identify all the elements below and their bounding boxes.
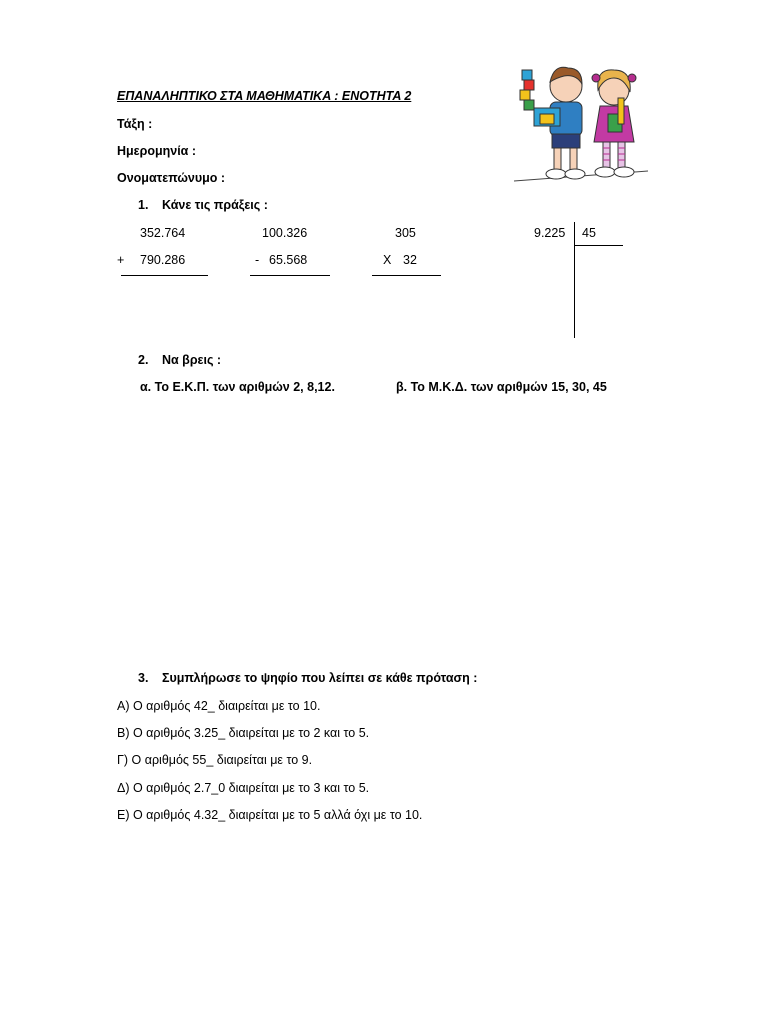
page-title: ΕΠΑΝΑΛΗΠΤΙΚΟ ΣΤΑ ΜΑΘΗΜΑΤΙΚΑ : ΕΝΟΤΗΤΑ 2 bbox=[117, 89, 412, 103]
subtraction-operator: - bbox=[255, 253, 260, 267]
q1-text: Κάνε τις πράξεις : bbox=[162, 198, 268, 212]
division-divisor: 45 bbox=[582, 226, 596, 240]
division-horizontal-line bbox=[574, 245, 623, 246]
q3-number: 3. bbox=[138, 671, 149, 685]
date-label: Ημερομηνία : bbox=[117, 144, 197, 158]
addition-line bbox=[121, 275, 208, 276]
q1-number: 1. bbox=[138, 198, 149, 212]
q3-text: Συμπλήρωσε το ψηφίο που λείπει σε κάθε πρόταση : bbox=[162, 671, 478, 685]
class-label: Τάξη : bbox=[117, 117, 153, 131]
addition-top: 352.764 bbox=[140, 226, 186, 240]
q2-part-b: β. Το Μ.Κ.Δ. των αριθμών 15, 30, 45 bbox=[396, 380, 607, 394]
addition-operator: + bbox=[117, 253, 125, 267]
q3-item-b: Β) Ο αριθμός 3.25_ διαιρείται με το 2 και το 5. bbox=[117, 726, 370, 740]
kids-with-books-icon bbox=[506, 56, 652, 202]
q2-number: 2. bbox=[138, 353, 149, 367]
division-dividend: 9.225 bbox=[534, 226, 566, 240]
q2-part-a: α. Το Ε.Κ.Π. των αριθμών 2, 8,12. bbox=[140, 380, 335, 394]
subtraction-bottom: 65.568 bbox=[269, 253, 308, 267]
q3-item-a: Α) Ο αριθμός 42_ διαιρείται με το 10. bbox=[117, 699, 321, 713]
subtraction-line bbox=[250, 275, 330, 276]
subtraction-top: 100.326 bbox=[262, 226, 308, 240]
q3-item-d: Δ) Ο αριθμός 2.7_0 διαιρείται με το 3 και το 5. bbox=[117, 781, 370, 795]
q3-item-e: Ε) Ο αριθμός 4.32_ διαιρείται με το 5 αλλά όχι με το 10. bbox=[117, 808, 423, 822]
division-vertical-line bbox=[574, 222, 575, 338]
multiplication-line bbox=[372, 275, 441, 276]
q2-text: Να βρεις : bbox=[162, 353, 222, 367]
multiplication-bottom: 32 bbox=[403, 253, 417, 267]
multiplication-operator: X bbox=[383, 253, 392, 267]
multiplication-top: 305 bbox=[395, 226, 416, 240]
addition-bottom: 790.286 bbox=[140, 253, 186, 267]
name-label: Ονοματεπώνυμο : bbox=[117, 171, 226, 185]
q3-item-c: Γ) Ο αριθμός 55_ διαιρείται με το 9. bbox=[117, 753, 313, 767]
